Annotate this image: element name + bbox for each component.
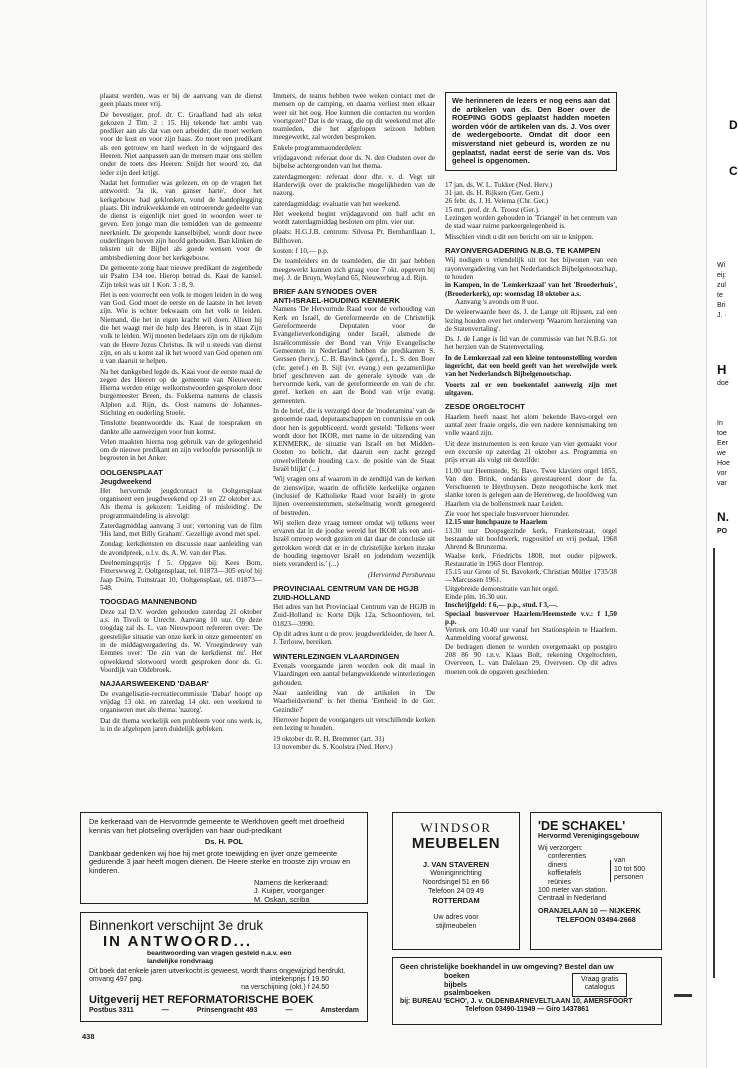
paragraph: Het hervormde jeugdcontact te Ooltgensplaat organiseert een jeugdweekend op 21 en 22 oktober a.s. Als thema is gekozen: 'Leiding of misleiding'. De programmaindeling is alsvolgt: <box>100 486 262 520</box>
paragraph: 11.00 uur Heemstede, St. Bavo. Twee klaviers orgel 1855, Van den Brink, ondanks gerestaureerd door de fa. Verschueren te Heythuysen. Deze neogothische kerk met slanke toren is gelegen aan de Herenweg, de hoofdweg van Haarlem via de bollenstreek naar Leiden. <box>445 466 617 508</box>
obituary-name: Ds. H. POL <box>204 837 244 847</box>
schakel-item: diners <box>548 861 568 869</box>
capacity-line: personen <box>614 874 644 882</box>
windsor-cta: stijlmeubelen <box>435 923 477 930</box>
bureau-items <box>444 972 572 998</box>
edge-text: we <box>717 450 726 457</box>
book-ad <box>80 912 368 1022</box>
button-line: catalogus <box>584 984 615 991</box>
paragraph: Het is een voorrecht een volk te mogen leiden in de weg van God. God moet de eerste en de laatste in het leven zijn. Wie is echter bekwaam om het volk te leiden. Niemand, die het in eigen kracht wil doen. Alleen hij die het waagt met de hulp des Heeren, is in staat Zijn volk te leiden. Wij moeten bedelaars zijn om de rijkdom van de Heere Jezus Christus. Ik wil u steeds van dienst zijn, en als u komt zal ik het woord van God openen om u van daaruit te helpen. <box>100 290 262 366</box>
publisher-address <box>89 1006 359 1015</box>
book-text: Dit boek dat enkele jaren uitverkocht is geweest, wordt thans ongewijzigd herdrukt. <box>89 968 346 976</box>
publisher-street: Prinsengracht 493 <box>196 1007 258 1015</box>
windsor-line: Telefoon 24 09 49 <box>428 888 484 895</box>
bureau-question: Geen christelijke boekhandel in uw omgeving? Bestel dan uw <box>400 962 614 971</box>
edge-text: Bri <box>717 302 726 309</box>
paragraph: Misschien vindt u dit een bericht om uit te knippen. <box>445 232 594 241</box>
schakel-intro: Wij verzorgen: <box>538 845 583 852</box>
edge-text: Eer <box>717 440 728 447</box>
paragraph: Lezingen worden gehouden in 'Triangel' in het centrum van de stad waar ruime parkeergelegenheid is. <box>445 213 617 231</box>
obituary-ad <box>80 812 368 904</box>
paragraph: Nadat het formulier was gelezen, en op de vragen het antwoord: 'Ja ik, van ganser harte', door het kerkgebouw had geklonken, vond de handoplegging plaats. Dit indrukwekkende en ontroerende gedeelte van de dienst is eigenlijk niet goed in woorden weer te geven. Een jonge man die temidden van de gemeente neerknielt. De geopende kanselbijbel, wordt door twee ouderlingen boven zijn hoofd gehouden. Ban klinken de teksten uit de Bijbel als goede wensen voor de ambtsbediening door het kerkgebouw. <box>100 178 262 262</box>
edge-text: Hoe <box>717 460 730 467</box>
obituary-text: Dankbaar gedenken wij hoe hij met grote toewijding en ijver onze gemeente gedurende 3 jaar heeft mogen dienen. De Heere sterke en trooste zijn vrouw en kinderen. <box>89 848 351 875</box>
windsor-ad <box>392 812 520 950</box>
schakel-ad <box>530 812 662 950</box>
paragraph: De bevestiger, prof. dr. C. Graafland had als tekst gekozen 2 Tim. 2 : 15. Hij tekende het ambt van prediker aan als dat van een arbeider, die moet werken voor de kost en voor zijn baas. Zo moet een predikant als een getrouw en hard werken in de wijngaard des Heeren. Niet aanpassen aan de mensen maar ons stellen onder de toets des Heeren. Snijdt het woord zo, dat ieder zijn deel krijgt. <box>100 110 262 177</box>
paragraph: De gemeente zong haar nieuwe predikant de zegenbede uit Psalm 134 toe. Hierop betrad ds. Kaai de kansel. Zijn tekst was uit 1 Kon. 3 : 8, 9. <box>100 263 262 289</box>
edge-text: zul <box>717 282 726 289</box>
paragraph: Inschrijfgeld: f 6,— p.p., stud. f 3,—. <box>445 601 558 610</box>
capacity-line: van <box>614 857 626 864</box>
bottom-rule <box>674 994 692 997</box>
schakel-address: ORANJELAAN 10 — NIJKERK <box>538 906 641 916</box>
adjacent-page-edge <box>706 0 738 1068</box>
heading-najaarsweekend: NAJAARSWEEKEND 'DABAR' <box>100 679 209 689</box>
windsor-owner: J. VAN STAVEREN <box>422 860 490 869</box>
paragraph: Immers, de teams hebben twee weken contact met de mensen op de camping, en daarna verliest men elkaar weer uit het oog. Hoe kunnen die contacten nu worden voortgezet? Dat is de vraag, die op dit weekend met alle teamleden, die het afgelopen seizoen hebben meegewerkt, zal worden besproken. <box>273 92 435 142</box>
meeting-location: in Kampen, in de 'Lemkerkzaal' van het 'Broederhuis', (Broederkerk), op: woensdag 18 oktober a.s. <box>445 281 617 298</box>
lecture-line: 31 jan. ds. H. Rijksen (Ger. Gem.) <box>445 189 544 198</box>
catalogus-button[interactable] <box>572 973 627 997</box>
subheading-jeugdweekend: Jeugdweekend <box>100 477 152 487</box>
price-subscription: intekenprijs f 19.50 <box>270 976 329 984</box>
heading-line: ANTI-ISRAEL-HOUDING KENMERK <box>273 295 400 305</box>
schakel-note: Centraal in Nederland <box>538 895 607 903</box>
edge-text: H <box>717 362 727 377</box>
meeting-time: Aanvang 's avonds om 8 uur. <box>455 297 539 306</box>
heading-oolgensplaat: OOLGENSPLAAT <box>100 467 163 477</box>
windsor-line: Noordsingel 51 en 66 <box>422 879 490 886</box>
separator: — <box>285 1007 293 1015</box>
bureau-prefix: bij: <box>400 997 411 1005</box>
book-ad-line1: Binnenkort verschijnt 3e druk <box>89 918 264 933</box>
schakel-offer <box>538 853 654 887</box>
paragraph: Deelnemingsprijs f 5. Opgave bij: Kees Bom, Fitterswweg 2, Ooltgensplaat, tel. 01873—305 en/of bij Jaap Duim, Tuinstraat 10, Ooltgensplaat, tel. 01873—548. <box>100 559 262 592</box>
paragraph: zaterdagmorgen: referaat door dhr. v. d. Vegt uit Harderwijk over de praktische mogelijkheden van de nazorg. <box>273 172 435 198</box>
paragraph: 15.15 uur Grote of St. Bavokerk, Christian Müller 1735/38—Marcussen 1961. <box>445 568 617 585</box>
windsor-title: MEUBELEN <box>411 835 501 852</box>
bureau-echo-ad <box>392 957 662 1025</box>
edge-text: N. <box>717 510 729 524</box>
edge-text: Wi <box>717 262 726 269</box>
heading-winterlezingen: WINTERLEZINGEN VLAARDINGEN <box>273 651 400 661</box>
heading-line: BRIEF AAN SYNODES OVER <box>273 287 377 297</box>
bureau-items-row <box>400 972 654 998</box>
errata-notice: We herinneren de lezers er nog eens aan dat de artikelen van ds. Den Boer over de ROEPING GODS geplaatst hadden moeten worden vóór de artikelen van ds. J. Vos over de wedergeboorte. Omdat dit door een misverstand niet gebeurd is, worden ze nu geplaatst, nadat eerst de serie van ds. Vos geheel is opgenomen. <box>445 92 617 171</box>
publisher-city: Amsterdam <box>320 1007 359 1015</box>
schakel-title: 'DE SCHAKEL' <box>538 819 626 833</box>
heading-synodes <box>273 288 435 305</box>
page-number: 438 <box>82 1032 95 1041</box>
paragraph: 13.30 uur Doopsgezinde kerk, Frankenstraat, orgel bestaande uit hoofdwerk, rugpositief en vrij pedaal, 1968 Ahrend & Brunzema. <box>445 526 617 552</box>
paragraph: vrijdagavond: referaat door ds. N. den Oudsten over de bijbelse achtergronden van het thema. <box>273 154 435 171</box>
paragraph: Het adres van het Provinciaal Centrum van de HGJB in Zuid-Holland is: Korte Dijk 12a, Schoonhoven, tel. 01823—3990. <box>273 603 435 628</box>
paragraph: Tenslotte beantwoordde ds. Kaai de toespraken en dankte alle aanwezigen voor hun komst. <box>100 419 262 436</box>
paragraph: Ds. J. de Lange is lid van de commissie van het N.B.G. tot het herzien van de Statenvertaling. <box>445 335 617 352</box>
paragraph: Namens 'De Hervormde Raad voor de verhouding van Kerk en Israël, de Gereformeerde en de Christelijk Gereformeerde Deputaten voor de Evangelieverkondiging onder Israël, alsmede de Israëlcommissie der Bond van Vrije Evangelische Gemeenten in Nederland' hebben de predikanten S. Gerssen (herv.), C. B. Bavinck (geref.), L. S. den Boer (chr. geref.) en B. Sijl (vr. evang.) een gezamenlijke brief geschreven aan de generale synode van de hervormde kerk, van de gereformeerde en van de chr. geref. kerken en aan de Bond van vrije evang. gemeenten. <box>273 305 435 405</box>
schakel-items <box>538 853 610 887</box>
paragraph: Enkele programmaonderdelen: <box>273 143 362 152</box>
heading-provinciaal <box>273 585 435 602</box>
paragraph: Haarlem heeft naast het alom bekende Bavo-orgel een aantal zeer fraaie orgels, die een nadere kennismaking ten volle waard zijn. <box>445 412 617 438</box>
paragraph: De weleerwaarde heer ds. J. de Lange uit Rijssen, zal een lezing houden over het onderwerp 'Waarom herziening van de Statenvertaling'. <box>445 308 617 333</box>
paragraph: Velen maakten hierna nog gebruik van de gelegenheid om de nieuwe predikant en zijn verloofde persoonlijk te begroeten in het Anker. <box>100 437 262 463</box>
windsor-city: ROTTERDAM <box>432 896 480 905</box>
button-line: Vraag gratis <box>581 976 619 983</box>
lecture-line: 19 oktober dr. R. H. Bremmer (art. 31) <box>273 734 385 743</box>
col1-intro <box>100 92 262 463</box>
paragraph: Wij stellen deze vraag temeer omdat wij telkens weer ervaren dat in de joodse wereld het IKOR als een anti-Israël omroep wordt gezien en dat daar de conclusie uit getrokken wordt dat er in de christelijke kerken inzake de houding tegenover Israël en jodendom wezenlijk niets veranderd is.' (...) <box>273 518 435 569</box>
schakel-subtitle: Hervormd Verenigingsgebouw <box>538 833 640 840</box>
paragraph: kosten: f 10,— p.p. <box>273 247 329 256</box>
paragraph: Het weekend begint vrijdagavond om half acht en wordt zaterdagmiddag besloten om plm. vier uur. <box>273 209 435 227</box>
schakel-item: conferenties <box>548 853 587 860</box>
book-subtitle: beantwoording van vragen gesteld n.a.v. een landelijke rondvraag <box>147 950 292 965</box>
separator: — <box>161 1007 169 1015</box>
paragraph: plaatst werden, was er bij de aanvang van de dienst geen plaats meer vrij. <box>100 92 262 109</box>
brand-logo: WINDSOR <box>420 820 492 835</box>
book-title: IN ANTWOORD... <box>103 933 253 950</box>
paragraph: Deze zal D.V. worden gehouden zaterdag 21 oktober a.s. in Tivoli te Utrecht. Aanvang 10 uur. Op deze toogdag zal ds. L. van Nieuwpoort refereren over: 'De geestelijke situatie van onze kerk in onze gemeenten' en in de middagvergadering ds. W. Vroegindewey van Eemnes over: 'De zin van de kerkdienst nu'. Het opwekkend slotwoord wordt gesproken door ds. G. Voordijk van Oldebroek. <box>100 607 262 674</box>
paragraph: zaterdagmiddag: evaluatie van het weekend. <box>273 199 401 208</box>
book-pages: omvang 497 pag. <box>89 976 144 984</box>
bureau-item: psalmboeken <box>444 988 491 998</box>
book-prices <box>241 976 329 992</box>
obituary-intro: De kerkeraad van de Hervormde gemeente te Werkhoven geeft met droefheid kennis van het plotseling overlijden van haar oud-predikant <box>89 817 345 835</box>
paragraph: Naar aanleiding van de artikelen in 'De Waarheidsvriend' is het thema 'Eenheid in de Ger. Gezindte?' <box>273 689 435 714</box>
schakel-bracket <box>610 860 611 882</box>
paragraph: Op dit adres kunt u de prov. jeugdwerkleider, de heer A. J. Terlouw, bereiken. <box>273 630 435 647</box>
paragraph: Uitgebreide demonstratie van het orgel. <box>445 584 559 593</box>
edge-rule <box>713 548 715 978</box>
bureau-phone: Telefoon 03490-11949 — Giro 1437861 <box>465 1006 589 1014</box>
book-pricing <box>89 976 359 992</box>
edge-text: PO <box>717 528 728 535</box>
edge-text: doe <box>717 380 729 387</box>
windsor-line: Woninginrichting <box>430 870 482 877</box>
paragraph: Vertrek om 10.40 uur vanaf het Stationsplein te Haarlem. Aanmelding vooraf gewenst. <box>445 626 617 643</box>
paragraph: Dat dit thema werkelijk een probleem voor ons werk is, is in de afgelopen jaren duidelijk gebleken. <box>100 716 262 733</box>
bureau-item: bijbels <box>444 979 468 989</box>
paragraph: Waalse kerk, Friedrichs 1808, met ouder pijpwerk. Restauratie in 1965 door Flentrop. <box>445 551 617 568</box>
edge-text: D <box>729 118 738 132</box>
paragraph: Hierover hopen de voorgangers uit verschillende kerken een lezing te houden. <box>273 715 435 733</box>
paragraph: Uit deze instrumenten is een keuze van vier gemaakt voor een excursie op zaterdag 21 oktober a.s. Programma en prijs ervan als volgt uit dezelfde: <box>445 439 617 465</box>
signature-line: J. Kuiper, voorganger <box>254 886 325 896</box>
schakel-item: reünies <box>548 878 571 886</box>
paragraph: De teamleiders en de teamleden, die dit jaar hebben meegewerkt kunnen zich graag voor 7 okt. opgeven bij mej. J. de Bruyn, Weyland 65, Nieuwerbrug a.d. Rijn. <box>273 257 435 282</box>
edge-text: eij: <box>717 272 726 279</box>
edge-text: toe <box>717 430 727 437</box>
publisher-name: Uitgeverij HET REFORMATORISCHE BOEK <box>89 994 314 1007</box>
capacity-line: 10 tot 500 <box>614 865 646 873</box>
edge-text: var <box>717 480 727 487</box>
paragraph: Evenals voorgaande jaren worden ook dit maal in Vlaardingen een aantal belangwekkende winterlezingen gehouden. <box>273 662 435 687</box>
paragraph: Zaterdagmiddag aanvang 3 uur; vertoning van de film 'His land, met Billy Graham'. Gezellige avond met spel. <box>100 521 262 539</box>
obituary-signature <box>254 879 359 905</box>
price-release: na verschijning (okt.) f 24.50 <box>241 984 329 992</box>
paragraph: De bedragen dienen te worden overgemaakt op postgiro 208 86 90 t.n.v. Klaas Bolt, rekening Orgeltochten, Overveen, L. van Dalelaan 29, Overveen. Op dit adres moeten ook de opgaven geschieden. <box>445 642 617 676</box>
paragraph: Na het dankgebed legde ds. Kaai voor de eerste maal de zegen des Heeren op de gemeente van Nieuwveen. Hierna werden enige welkomstwoorden gesproken door burgemeester Breen, ds. Fokkema namens de classis Alphen a.d. Rijn, ds. Oost namens de Johannes-Stichting en ouderling Stoele. <box>100 367 262 417</box>
windsor-cta: Uw adres voor <box>433 914 479 921</box>
heading-orgeltocht: ZESDE ORGELTOCHT <box>445 402 525 412</box>
edge-text: In <box>717 420 723 427</box>
edge-text: vor <box>717 470 727 477</box>
lecture-line: 17 jan. ds. W. L. Tukker (Ned. Herv.) <box>445 180 553 189</box>
heading-line: PROVINCIAAL CENTRUM VAN DE HGJB <box>273 583 419 593</box>
paragraph: 12.15 uur lunchpauze te Haarlem <box>445 518 548 527</box>
edge-text: te <box>717 292 723 299</box>
column-3 <box>445 92 617 678</box>
bureau-address <box>400 998 654 1006</box>
lecture-line: 13 november ds. S. Koolstra (Ned. Herv.) <box>273 742 393 751</box>
paragraph: In de Lemkerzaal zal een kleine tentoonstelling worden ingericht, dat een beeld geeft van het werelwijde werk van het Nederlandsch Bijbelgenootschap. <box>445 353 617 379</box>
lecture-line: 26 febr. ds. J. H. Velema (Chr. Ger.) <box>445 197 549 206</box>
paragraph: Einde plm. 16.30 uur. <box>445 593 508 601</box>
paragraph: In de brief, die is verzorgd door de 'moderamina' van de genoemde raad, deputaatschappen en commissie en ook door hen is gepubliceerd, wordt gesteld: 'Telkens weer wordt door het IKOR, met name in de uitzending van KENMERK, de situatie van Israël en het Midden-Oosten zo belicht, dat daaruit een zacht gezegd onwelwillende houding t.a.v. de positie van de Staat Israël blijkt' (...) <box>273 406 435 474</box>
schakel-phone: TELEFOON 03494-2668 <box>556 915 636 925</box>
paragraph: 'Wij vragen ons af waarom in de zendtijd van de kerken de zienswijze, waarin de officiële kerkelijke organen (inclusief de Katholieke Raad voor Israël) in grote lijnen overeenstemmen, stelselmatig wordt genegeerd of bestreden. <box>273 475 435 517</box>
schakel-capacity <box>614 857 645 887</box>
schakel-note: 100 meter van station. <box>538 887 608 895</box>
edge-text: J. · <box>717 312 727 319</box>
lecture-line: 15 mrt. prof. dr. A. Troost (Ger.). <box>445 205 540 214</box>
publisher-postbus: Postbus 3311 <box>89 1007 134 1015</box>
schakel-item: koffietafels <box>548 870 582 878</box>
heading-toogdag: TOOGDAG MANNENBOND <box>100 597 197 607</box>
paragraph: Zie voor het speciale busvervoer hieronder. <box>445 510 570 519</box>
paragraph: Voorts zal er een boekentafel aanwezig zijn met uitgaven. <box>445 380 617 397</box>
bureau-item: boeken <box>444 971 470 980</box>
column-2 <box>273 92 435 751</box>
paragraph: plaats: H.G.J.B. centrum: Silvosa Pr. Bernhardlaan 1, Bilthoven. <box>273 228 435 245</box>
heading-line: ZUID-HOLLAND <box>273 592 331 602</box>
paragraph: Wij nodigen u vriendelijk uit tot het bijwonen van een rayonvergadering van het Nederlandsch Bijbelgenootschap, te houden <box>445 256 617 282</box>
signature-line: Namens de kerkeraad: <box>254 877 329 887</box>
source-credit: (Hervormd Persbureau <box>367 570 435 579</box>
bureau-name: BUREAU 'ECHO', J. v. OLDENBARNEVELTLAAN 10, AMERSFOORT <box>412 997 633 1005</box>
edge-text: C <box>729 164 738 178</box>
heading-rayonvergadering: RAYONVERGADERING N.B.G. TE KAMPEN <box>445 245 601 255</box>
paragraph: Zondag: kerkdiensten en discussie naar aanleiding van de avondpreek, o.l.v. ds. A. W. van der Plas. <box>100 540 262 557</box>
column-1 <box>100 92 262 735</box>
paragraph: Speciaal busvervoer Haarlem/Heemstede v.v.: f 1,50 p.p. <box>445 609 617 626</box>
paragraph: De evangelisatie-recreatiecommissie 'Dabar' hoopt op vrijdag 13 okt. en zaterdag 14 okt. een weekend te organiseren met als thema: 'nazorg'. <box>100 689 262 715</box>
signature-line: M. Oskan, scriba <box>254 894 310 904</box>
